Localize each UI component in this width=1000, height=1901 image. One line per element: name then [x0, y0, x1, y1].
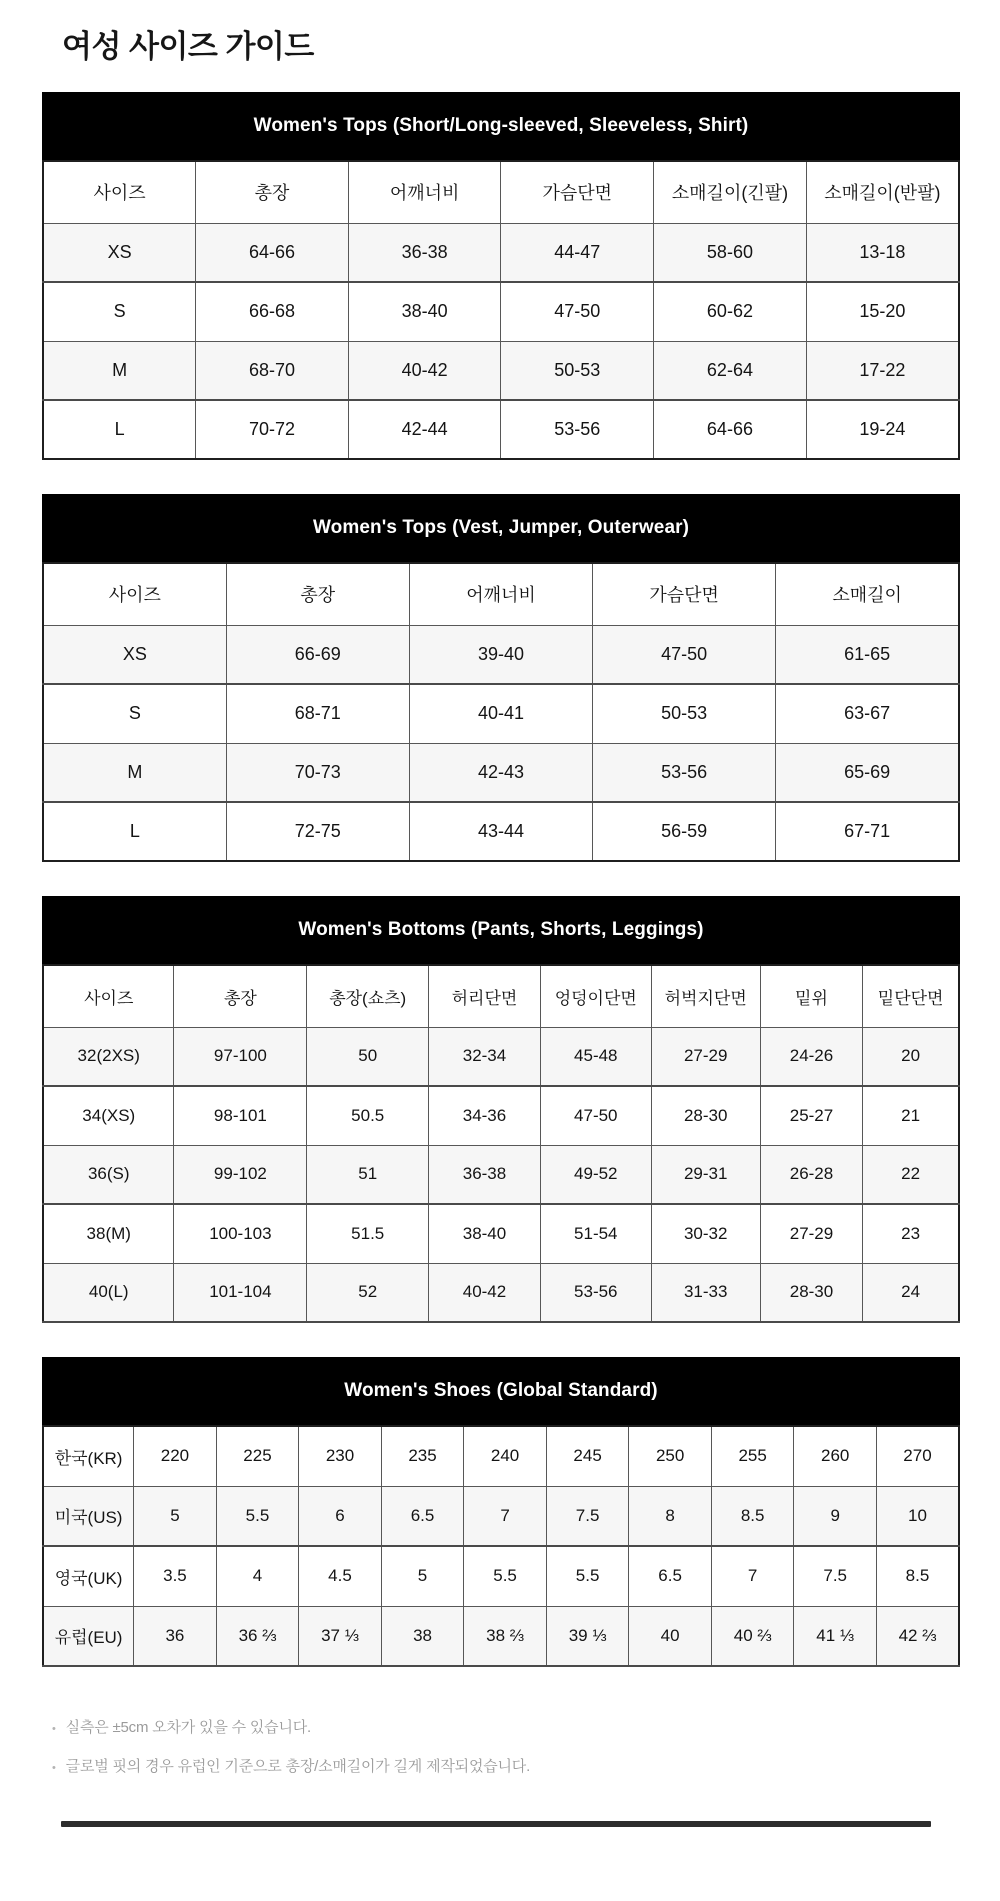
table-section-bottoms — [42, 896, 960, 1323]
value-cell: 15-20 — [806, 282, 959, 341]
value-cell: 64-66 — [654, 400, 807, 459]
value-cell: 27-29 — [760, 1204, 863, 1263]
value-cell: 8 — [629, 1486, 712, 1546]
value-cell: 245 — [546, 1426, 629, 1486]
table-row — [43, 1204, 959, 1263]
column-header: 어깨너비 — [409, 563, 592, 625]
table-title-bar — [42, 1357, 960, 1425]
table-row — [43, 1486, 959, 1546]
table-title-bar — [42, 92, 960, 160]
table-title: Women's Tops (Vest, Jumper, Outerwear) — [312, 517, 690, 538]
column-header: 밑단단면 — [863, 965, 959, 1027]
value-cell: 67-71 — [776, 802, 959, 861]
table-row — [43, 802, 959, 861]
column-header: 사이즈 — [43, 965, 174, 1027]
value-cell: 20 — [863, 1027, 959, 1086]
table-title-bar — [42, 896, 960, 964]
value-cell: 24-26 — [760, 1027, 863, 1086]
value-cell: 56-59 — [593, 802, 776, 861]
table-section-tops-outerwear — [42, 494, 960, 862]
note-item — [52, 1756, 1000, 1779]
header-row — [43, 563, 959, 625]
value-cell: 250 — [629, 1426, 712, 1486]
value-cell: 51.5 — [307, 1204, 429, 1263]
size-label-cell: XS — [43, 223, 196, 282]
value-cell: 260 — [794, 1426, 877, 1486]
column-header: 소매길이(반팔) — [806, 161, 959, 223]
size-label-cell: M — [43, 743, 226, 802]
value-cell: 36 — [134, 1606, 217, 1666]
value-cell: 13-18 — [806, 223, 959, 282]
region-label-cell: 미국(US) — [43, 1486, 134, 1546]
value-cell: 36-38 — [429, 1145, 541, 1204]
value-cell: 6.5 — [629, 1546, 712, 1606]
column-header: 허리단면 — [429, 965, 541, 1027]
value-cell: 34-36 — [429, 1086, 541, 1145]
shoes-size-table — [42, 1425, 960, 1667]
region-label-cell: 영국(UK) — [43, 1546, 134, 1606]
value-cell: 51-54 — [540, 1204, 651, 1263]
bullet-icon: • — [52, 1723, 56, 1735]
table-row — [43, 743, 959, 802]
value-cell: 43-44 — [409, 802, 592, 861]
value-cell: 23 — [863, 1204, 959, 1263]
size-label-cell: S — [43, 684, 226, 743]
table-title-bar — [42, 494, 960, 562]
value-cell: 5.5 — [546, 1546, 629, 1606]
value-cell: 60-62 — [654, 282, 807, 341]
value-cell: 51 — [307, 1145, 429, 1204]
value-cell: 17-22 — [806, 341, 959, 400]
value-cell: 7 — [464, 1486, 547, 1546]
value-cell: 53-56 — [540, 1263, 651, 1322]
size-label-cell: 36(S) — [43, 1145, 174, 1204]
table-row — [43, 684, 959, 743]
value-cell: 50-53 — [593, 684, 776, 743]
column-header: 사이즈 — [43, 161, 196, 223]
value-cell: 97-100 — [174, 1027, 307, 1086]
table-title: Women's Shoes (Global Standard) — [344, 1380, 658, 1401]
page-title: 여성 사이즈 가이드 — [62, 29, 314, 64]
table-row — [43, 1086, 959, 1145]
value-cell: 72-75 — [226, 802, 409, 861]
column-header: 사이즈 — [43, 563, 226, 625]
value-cell: 44-47 — [501, 223, 654, 282]
value-cell: 6 — [299, 1486, 382, 1546]
table-title: Women's Bottoms (Pants, Shorts, Leggings) — [298, 919, 704, 940]
value-cell: 68-71 — [226, 684, 409, 743]
value-cell: 66-68 — [196, 282, 349, 341]
value-cell: 101-104 — [174, 1263, 307, 1322]
table-row — [43, 1606, 959, 1666]
size-label-cell: L — [43, 802, 226, 861]
value-cell: 45-48 — [540, 1027, 651, 1086]
bottoms-size-table — [42, 964, 960, 1323]
region-label-cell: 유럽(EU) — [43, 1606, 134, 1666]
value-cell: 68-70 — [196, 341, 349, 400]
value-cell: 7 — [711, 1546, 794, 1606]
column-header: 총장 — [174, 965, 307, 1027]
column-header: 총장 — [226, 563, 409, 625]
table-row — [43, 1145, 959, 1204]
size-label-cell: L — [43, 400, 196, 459]
table-row — [43, 625, 959, 684]
note-text: 실측은 ±5cm 오차가 있을 수 있습니다. — [65, 1719, 312, 1736]
bottom-divider — [61, 1821, 931, 1827]
value-cell: 50.5 — [307, 1086, 429, 1145]
column-header: 가슴단면 — [593, 563, 776, 625]
bullet-icon: • — [52, 1762, 56, 1774]
value-cell: 31-33 — [651, 1263, 760, 1322]
tops-sleeved-size-table — [42, 160, 960, 460]
value-cell: 28-30 — [651, 1086, 760, 1145]
value-cell: 47-50 — [501, 282, 654, 341]
size-label-cell: 32(2XS) — [43, 1027, 174, 1086]
column-header: 총장 — [196, 161, 349, 223]
value-cell: 36 ⅔ — [216, 1606, 299, 1666]
value-cell: 5.5 — [216, 1486, 299, 1546]
value-cell: 58-60 — [654, 223, 807, 282]
value-cell: 7.5 — [794, 1546, 877, 1606]
value-cell: 63-67 — [776, 684, 959, 743]
table-row — [43, 1546, 959, 1606]
value-cell: 50 — [307, 1027, 429, 1086]
value-cell: 39-40 — [409, 625, 592, 684]
column-header: 소매길이 — [776, 563, 959, 625]
notes-list — [52, 1717, 1000, 1779]
header-row — [43, 161, 959, 223]
tops-outerwear-size-table — [42, 562, 960, 862]
value-cell: 40 ⅔ — [711, 1606, 794, 1666]
value-cell: 22 — [863, 1145, 959, 1204]
value-cell: 240 — [464, 1426, 547, 1486]
value-cell: 62-64 — [654, 341, 807, 400]
size-label-cell: 38(M) — [43, 1204, 174, 1263]
value-cell: 40 — [629, 1606, 712, 1666]
column-header: 엉덩이단면 — [540, 965, 651, 1027]
value-cell: 21 — [863, 1086, 959, 1145]
column-header: 허벅지단면 — [651, 965, 760, 1027]
column-header: 어깨너비 — [348, 161, 501, 223]
value-cell: 9 — [794, 1486, 877, 1546]
value-cell: 29-31 — [651, 1145, 760, 1204]
value-cell: 220 — [134, 1426, 217, 1486]
value-cell: 230 — [299, 1426, 382, 1486]
column-header: 밑위 — [760, 965, 863, 1027]
size-label-cell: 40(L) — [43, 1263, 174, 1322]
table-row — [43, 1027, 959, 1086]
value-cell: 70-73 — [226, 743, 409, 802]
table-row — [43, 341, 959, 400]
value-cell: 47-50 — [593, 625, 776, 684]
value-cell: 38-40 — [348, 282, 501, 341]
value-cell: 36-38 — [348, 223, 501, 282]
size-label-cell: XS — [43, 625, 226, 684]
size-label-cell: S — [43, 282, 196, 341]
value-cell: 41 ⅓ — [794, 1606, 877, 1666]
table-row — [43, 282, 959, 341]
value-cell: 3.5 — [134, 1546, 217, 1606]
value-cell: 5.5 — [464, 1546, 547, 1606]
region-label-cell: 한국(KR) — [43, 1426, 134, 1486]
value-cell: 5 — [381, 1546, 464, 1606]
size-label-cell: M — [43, 341, 196, 400]
note-text: 글로벌 핏의 경우 유럽인 기준으로 총장/소매길이가 길게 제작되었습니다. — [65, 1758, 531, 1775]
value-cell: 70-72 — [196, 400, 349, 459]
size-label-cell: 34(XS) — [43, 1086, 174, 1145]
value-cell: 26-28 — [760, 1145, 863, 1204]
value-cell: 7.5 — [546, 1486, 629, 1546]
table-section-shoes — [42, 1357, 960, 1667]
value-cell: 39 ⅓ — [546, 1606, 629, 1666]
value-cell: 38 — [381, 1606, 464, 1666]
value-cell: 99-102 — [174, 1145, 307, 1204]
value-cell: 28-30 — [760, 1263, 863, 1322]
table-row — [43, 400, 959, 459]
value-cell: 255 — [711, 1426, 794, 1486]
value-cell: 19-24 — [806, 400, 959, 459]
value-cell: 8.5 — [876, 1546, 959, 1606]
value-cell: 5 — [134, 1486, 217, 1546]
value-cell: 65-69 — [776, 743, 959, 802]
value-cell: 40-41 — [409, 684, 592, 743]
value-cell: 42-43 — [409, 743, 592, 802]
value-cell: 4 — [216, 1546, 299, 1606]
table-row — [43, 1426, 959, 1486]
value-cell: 40-42 — [429, 1263, 541, 1322]
value-cell: 50-53 — [501, 341, 654, 400]
table-title: Women's Tops (Short/Long-sleeved, Sleeveless, Shirt) — [253, 115, 749, 136]
value-cell: 66-69 — [226, 625, 409, 684]
value-cell: 52 — [307, 1263, 429, 1322]
value-cell: 270 — [876, 1426, 959, 1486]
value-cell: 53-56 — [593, 743, 776, 802]
value-cell: 49-52 — [540, 1145, 651, 1204]
value-cell: 27-29 — [651, 1027, 760, 1086]
column-header: 가슴단면 — [501, 161, 654, 223]
value-cell: 24 — [863, 1263, 959, 1322]
header-row — [43, 965, 959, 1027]
table-row — [43, 223, 959, 282]
column-header: 소매길이(긴팔) — [654, 161, 807, 223]
value-cell: 61-65 — [776, 625, 959, 684]
note-item — [52, 1717, 1000, 1740]
value-cell: 38 ⅔ — [464, 1606, 547, 1666]
value-cell: 40-42 — [348, 341, 501, 400]
column-header: 총장(쇼츠) — [307, 965, 429, 1027]
value-cell: 225 — [216, 1426, 299, 1486]
value-cell: 10 — [876, 1486, 959, 1546]
table-row — [43, 1263, 959, 1322]
value-cell: 42-44 — [348, 400, 501, 459]
value-cell: 4.5 — [299, 1546, 382, 1606]
value-cell: 25-27 — [760, 1086, 863, 1145]
value-cell: 6.5 — [381, 1486, 464, 1546]
value-cell: 30-32 — [651, 1204, 760, 1263]
value-cell: 98-101 — [174, 1086, 307, 1145]
value-cell: 100-103 — [174, 1204, 307, 1263]
value-cell: 64-66 — [196, 223, 349, 282]
value-cell: 8.5 — [711, 1486, 794, 1546]
table-section-tops-sleeved — [42, 92, 960, 460]
value-cell: 235 — [381, 1426, 464, 1486]
value-cell: 47-50 — [540, 1086, 651, 1145]
value-cell: 32-34 — [429, 1027, 541, 1086]
value-cell: 37 ⅓ — [299, 1606, 382, 1666]
value-cell: 53-56 — [501, 400, 654, 459]
value-cell: 42 ⅔ — [876, 1606, 959, 1666]
value-cell: 38-40 — [429, 1204, 541, 1263]
